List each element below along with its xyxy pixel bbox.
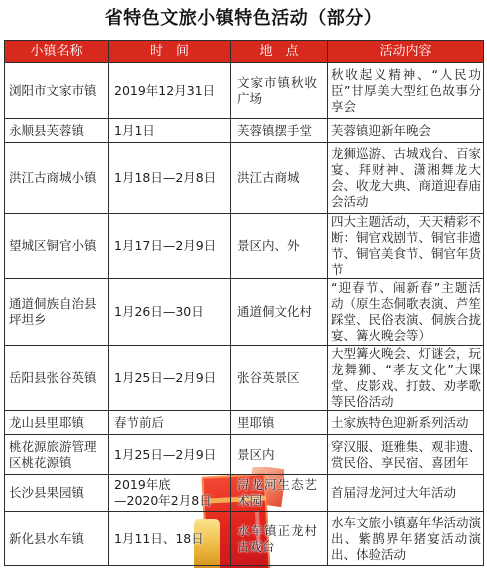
cell-time: 1月26日—30日 — [109, 279, 231, 346]
header-activity: 活动内容 — [328, 41, 484, 63]
cell-time: 1月25日—2月9日 — [109, 435, 231, 475]
cell-town: 通道侗族自治县坪坦乡 — [5, 279, 109, 346]
table-body — [5, 63, 484, 566]
table-row — [5, 214, 484, 279]
cell-time: 1月17日—2月9日 — [109, 214, 231, 279]
cell-activity: 芙蓉镇迎新年晚会 — [328, 119, 484, 143]
cell-town: 望城区铜官小镇 — [5, 214, 109, 279]
cell-town: 浏阳市文家市镇 — [5, 63, 109, 119]
table-row — [5, 119, 484, 143]
table-row — [5, 143, 484, 214]
table-row — [5, 512, 484, 566]
header-row — [5, 41, 484, 63]
cell-activity: 大型篝火晚会、灯谜会，玩龙舞狮、“孝友文化”大课堂、皮影戏、打鼓、劝孝歌等民俗活动 — [328, 346, 484, 411]
cell-place: 里耶镇 — [231, 411, 328, 435]
cell-place: 文家市镇秋收广场 — [231, 63, 328, 119]
cell-town: 桃花源旅游管理区桃花源镇 — [5, 435, 109, 475]
cell-town: 岳阳县张谷英镇 — [5, 346, 109, 411]
page-title: 省特色文旅小镇特色活动（部分） — [104, 8, 383, 29]
cell-place: 张谷英景区 — [231, 346, 328, 411]
cell-time: 春节前后 — [109, 411, 231, 435]
table-row — [5, 279, 484, 346]
header-town: 小镇名称 — [5, 41, 109, 63]
cell-place: 景区内、外 — [231, 214, 328, 279]
cell-activity: 秋收起义精神、“人民功臣”甘厚美大型红色故事分享会 — [328, 63, 484, 119]
header-time: 时 间 — [109, 41, 231, 63]
cell-place: 芙蓉镇摆手堂 — [231, 119, 328, 143]
cell-town: 新化县水车镇 — [5, 512, 109, 566]
cell-time: 2019年12月31日 — [109, 63, 231, 119]
cell-time: 1月18日—2月8日 — [109, 143, 231, 214]
header-place: 地 点 — [231, 41, 328, 63]
table-row — [5, 346, 484, 411]
cell-time: 1月25日—2月9日 — [109, 346, 231, 411]
cell-place: 浔龙河生态艺术园 — [231, 475, 328, 512]
cell-town: 永顺县芙蓉镇 — [5, 119, 109, 143]
table-row — [5, 475, 484, 512]
cell-activity: 龙狮巡游、古城戏台、百家宴、拜财神、潇湘舞龙大会、收龙大典、商道迎春庙会活动 — [328, 143, 484, 214]
table-row — [5, 63, 484, 119]
cell-town: 长沙县果园镇 — [5, 475, 109, 512]
cell-activity: 四大主题活动，天天精彩不断：铜官戏剧节、铜官非遗节、铜官美食节、铜官年货节 — [328, 214, 484, 279]
cell-place: 景区内 — [231, 435, 328, 475]
cell-town: 龙山县里耶镇 — [5, 411, 109, 435]
cell-time: 2019年底 —2020年2月8日 — [109, 475, 231, 512]
cell-activity: 穿汉服、逛雅集、观非遗、赏民俗、享民宿、喜团年 — [328, 435, 484, 475]
cell-activity: 水车文旅小镇嘉年华活动演出、紫鹊界年猪宴活动演出、体验活动 — [328, 512, 484, 566]
cell-activity: “迎春节、闹新春”主题活动（原生态侗歌表演、芦笙踩堂、民俗表演、侗族合拢宴、篝火晚会等） — [328, 279, 484, 346]
cell-place: 通道侗文化村 — [231, 279, 328, 346]
cell-time: 1月11日、18日 — [109, 512, 231, 566]
cell-activity: 土家族特色迎新系列活动 — [328, 411, 484, 435]
table-row — [5, 411, 484, 435]
activity-table — [4, 40, 484, 566]
cell-place: 水车镇正龙村古戏台 — [231, 512, 328, 566]
table-row — [5, 435, 484, 475]
cell-place: 洪江古商城 — [231, 143, 328, 214]
cell-time: 1月1日 — [109, 119, 231, 143]
cell-activity: 首届浔龙河过大年活动 — [328, 475, 484, 512]
cell-town: 洪江古商城小镇 — [5, 143, 109, 214]
table-header — [5, 41, 484, 63]
